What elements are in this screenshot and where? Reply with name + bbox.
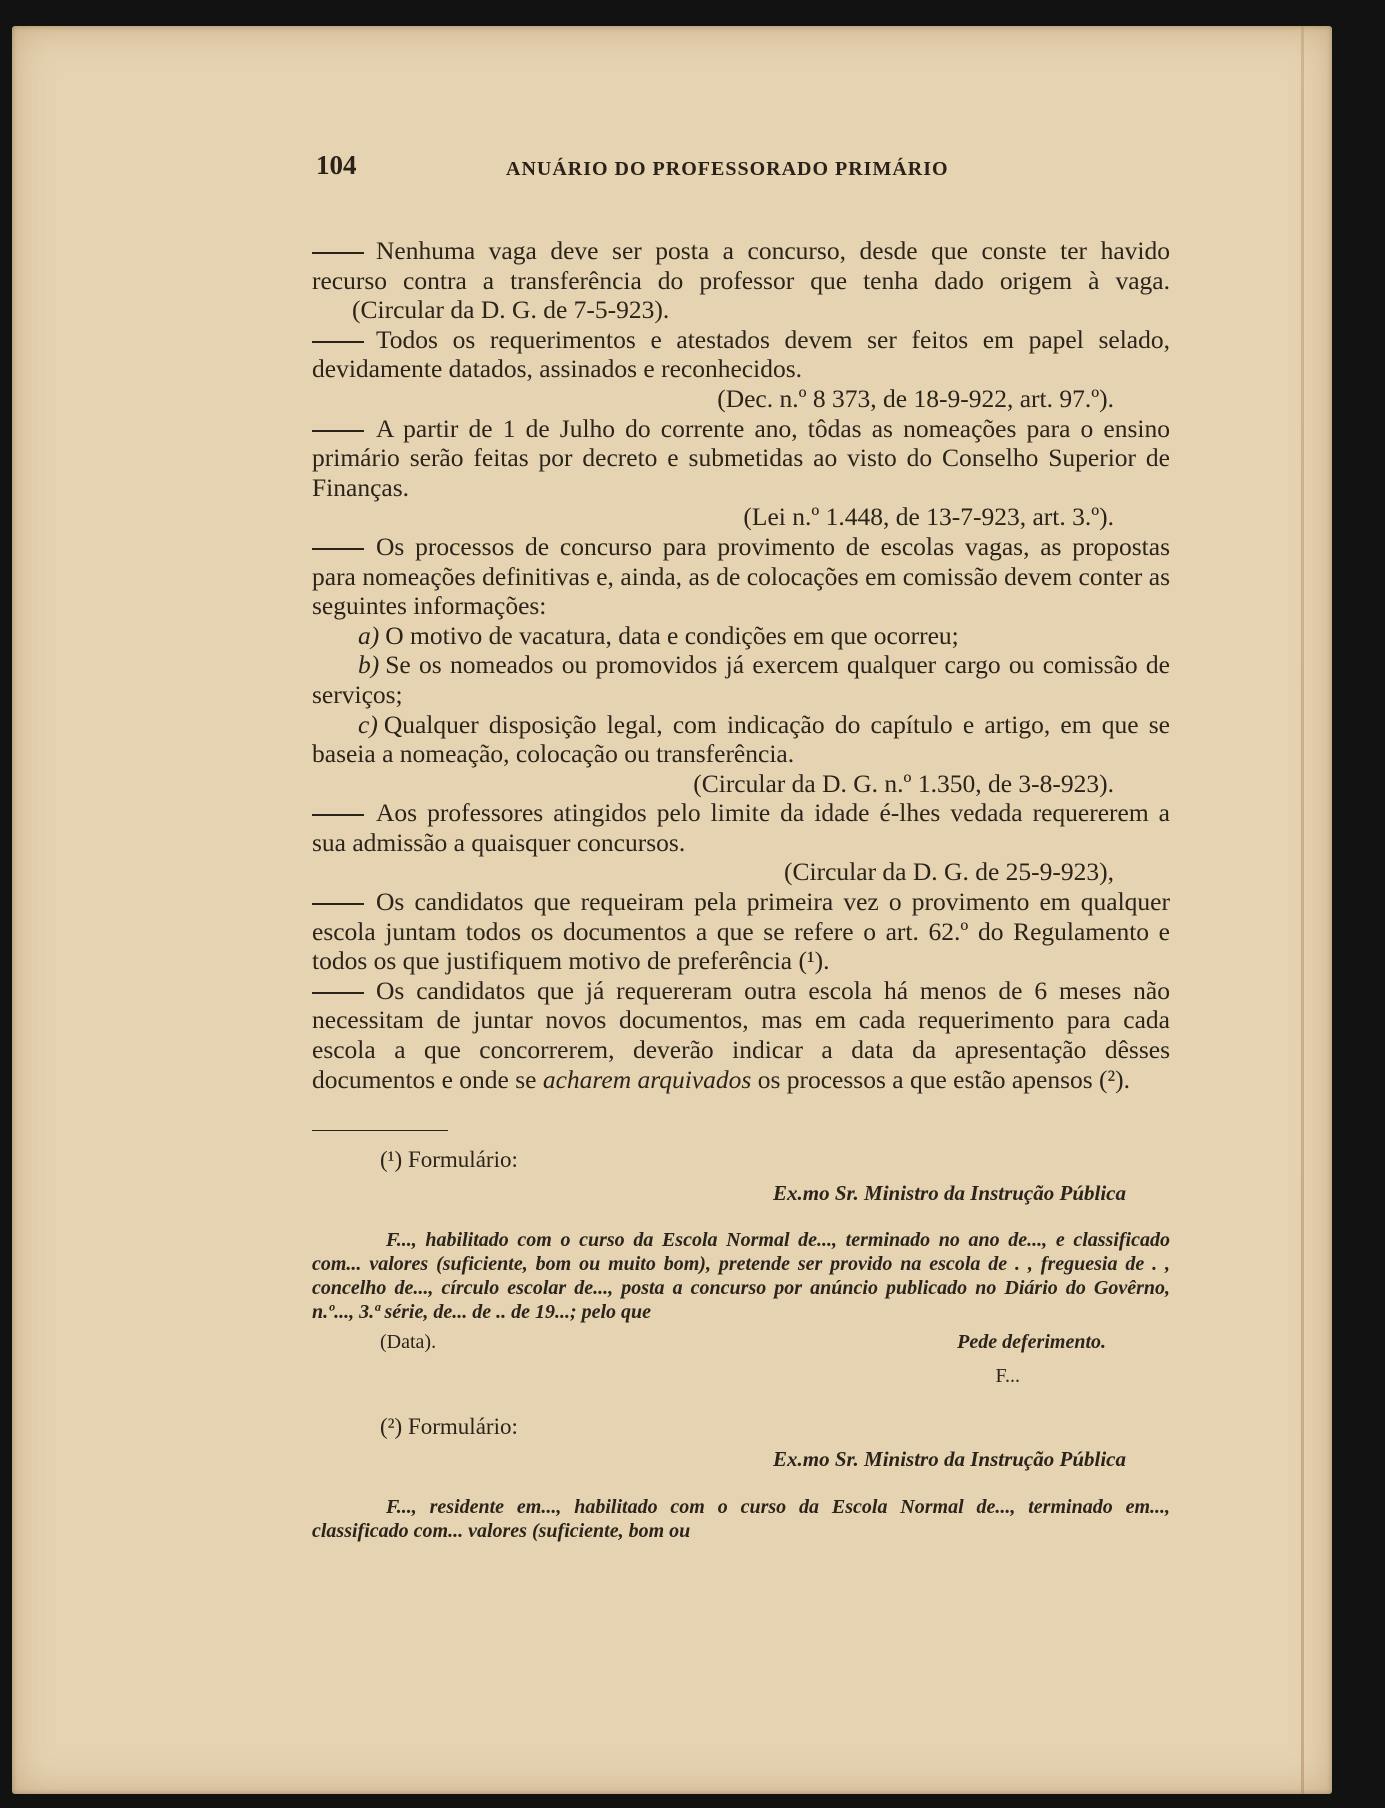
em-dash-rule: [312, 814, 364, 816]
form-address: Ex.mo Sr. Ministro da Instrução Pública: [772, 1447, 1126, 1472]
paragraph: Todos os requerimentos e atestados devem ser feitos em papel selado, devidamente datados, assinados e reconhecidos.: [312, 324, 1170, 384]
list-item: b) Se os nomeados ou promovidos já exercem qualquer cargo ou comissão de serviços;: [312, 650, 1170, 709]
footnote-label: (¹) Formulário:: [380, 1147, 518, 1173]
reference: (Circular da D. G. de 7-5-923).: [352, 295, 670, 325]
paragraph: Os processos de concurso para provimento de escolas vagas, as propostas para nomeações definitivas e, ainda, as de colocações em comissão devem conter as seguintes informações:: [312, 531, 1170, 621]
reference: (Circular da D. G. de 25-9-923),: [784, 857, 1114, 887]
form-text: F..., residente em..., habilitado com o curso da Escola Normal de..., terminado em..., classificado com... valores (suficiente, bom ou: [312, 1495, 1170, 1542]
form-request: Pede deferimento.: [957, 1331, 1106, 1354]
paragraph: Os candidatos que requeiram pela primeira vez o provimento em qualquer escola juntam todos os documentos a que se refere o art. 62.º do Regulamento e todos os que justifiquem motivo de preferência (¹).: [312, 887, 1170, 976]
paragraph: A partir de 1 de Julho do corrente ano, tôdas as nomeações para o ensino primário serão feitas por decreto e submetidas ao visto do Conselho Superior de Finanças.: [312, 413, 1170, 502]
em-dash-rule: [312, 548, 364, 550]
running-title: ANUÁRIO DO PROFESSORADO PRIMÁRIO: [506, 158, 949, 180]
footnote-label: (²) Formulário:: [380, 1413, 518, 1439]
list-item: a) O motivo de vacatura, data e condições em que ocorreu;: [358, 620, 959, 650]
reference: (Lei n.º 1.448, de 13-7-923, art. 3.º).: [743, 502, 1114, 532]
page-body: [312, 236, 1170, 1543]
em-dash-rule: [312, 992, 364, 994]
form-signature: F...: [995, 1365, 1020, 1387]
form-address: Ex.mo Sr. Ministro da Instrução Pública: [772, 1180, 1126, 1205]
form-text: F..., habilitado com o curso da Escola Normal de..., terminado no ano de..., e classificado com... valores (suficiente, bom ou muito bom), pretende ser provido na escola de . , freguesia de . , concelho de..., círculo escolar de..., posta a concurso por anúncio publicado no Diário do Govêrno, n.º..., 3.ª série, de... de .. de 19...; pelo que: [312, 1229, 1170, 1324]
paragraph: Nenhuma vaga deve ser posta a concurso, desde que conste ter havido recurso contra a transferência do professor que tenha dado origem à vaga. (Circular da D. G. de 7-5-923).: [312, 236, 1170, 325]
em-dash-rule: [312, 903, 364, 905]
form-closing: [312, 1328, 1170, 1358]
reference: (Circular da D. G. n.º 1.350, de 3-8-923).: [693, 768, 1114, 798]
em-dash-rule: [312, 252, 364, 254]
paragraph: Os candidatos que já requereram outra escola há menos de 6 meses não necessitam de juntar novos documentos, mas em cada requerimento para cada escola a que concorrerem, deverão indicar a data da apresentação dêsses documentos e onde se acharem arquivados os processos a que estão apensos (²).: [312, 975, 1170, 1094]
em-dash-rule: [312, 430, 364, 432]
footnote-rule: [312, 1130, 448, 1131]
paragraph: Aos professores atingidos pelo limite da idade é-lhes vedada requererem a sua admissão a quaisquer concursos.: [312, 798, 1170, 857]
form-date: (Data).: [380, 1331, 437, 1354]
reference: (Dec. n.º 8 373, de 18-9-922, art. 97.º).: [717, 383, 1114, 413]
em-dash-rule: [312, 341, 364, 343]
page-number: 104: [316, 150, 357, 180]
list-item: c) Qualquer disposição legal, com indicação do capítulo e artigo, em que se baseia a nomeação, colocação ou transferência.: [312, 709, 1170, 769]
